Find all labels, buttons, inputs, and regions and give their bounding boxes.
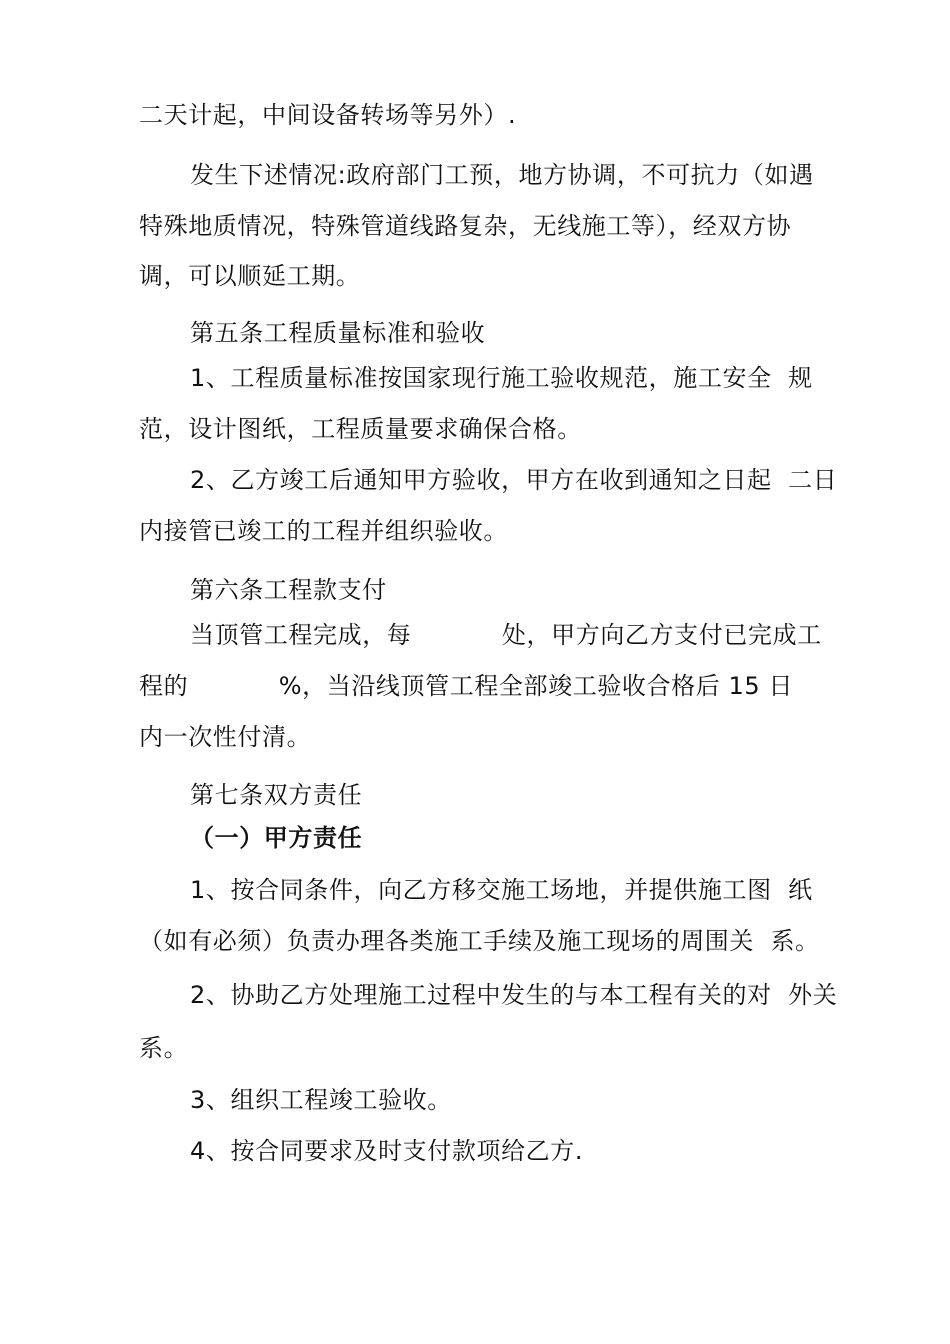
section-heading-5: 第五条工程质量标准和验收 <box>190 319 486 347</box>
text-line-13: 内一次性付清。 <box>139 723 312 751</box>
text-line-2: 发生下述情况:政府部门工预，地方协调，不可抗力（如遇 <box>190 161 814 189</box>
text-line-16: 1、按合同条件，向乙方移交施工场地，并提供施工图 纸 <box>190 876 813 904</box>
text-line-18: 2、协助乙方处理施工过程中发生的与本工程有关的对 外关 <box>190 981 838 1009</box>
text-line-11: 当顶管工程完成，每 处，甲方向乙方支付已完成工 <box>190 621 822 649</box>
text-line-4: 调，可以顺延工期。 <box>139 262 361 290</box>
text-line-20: 3、组织工程竣工验收。 <box>190 1086 452 1114</box>
text-line-7: 范，设计图纸，工程质量要求确保合格。 <box>139 415 582 443</box>
text-line-3: 特殊地质情况，特殊管道线路复杂，无线施工等），经双方协 <box>139 212 792 240</box>
text-line-1: 二天计起，中间设备转场等另外）. <box>139 101 517 129</box>
text-line-19: 系。 <box>139 1034 189 1062</box>
section-heading-6: 第六条工程款支付 <box>190 576 387 604</box>
text-line-9: 内接管已竣工的工程并组织验收。 <box>139 517 508 545</box>
text-line-6: 1、工程质量标准按国家现行施工验收规范，施工安全 规 <box>190 364 813 392</box>
text-line-21: 4、按合同要求及时支付款项给乙方. <box>190 1137 584 1165</box>
subsection-heading-party-a: （一）甲方责任 <box>190 824 363 852</box>
text-line-8: 2、乙方竣工后通知甲方验收，甲方在收到通知之日起 二日 <box>190 466 838 494</box>
text-line-12: 程的 %，当沿线顶管工程全部竣工验收合格后 15 日 <box>139 672 794 700</box>
text-line-17: （如有必须）负责办理各类施工手续及施工现场的周围关 系。 <box>139 927 820 955</box>
section-heading-7: 第七条双方责任 <box>190 781 363 809</box>
